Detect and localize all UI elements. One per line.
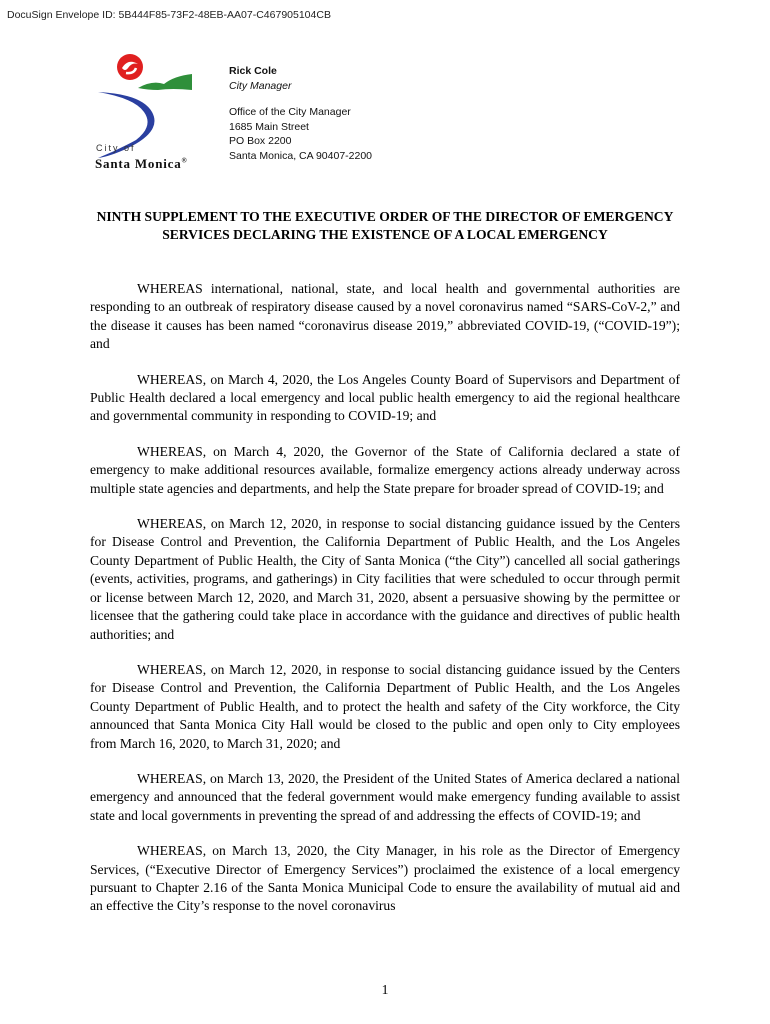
logo-city-name: Santa Monica®	[95, 156, 188, 171]
whereas-paragraph: WHEREAS, on March 4, 2020, the Governor of the State of California declared a state of emergency to make additional resources available, formalize emergency actions already underway across multiple state agencies and departments, and help the State prepare for broader spread of COVID-19; and	[90, 443, 680, 496]
manager-name: Rick Cole	[229, 65, 277, 77]
letterhead	[229, 64, 372, 163]
whereas-paragraph: WHEREAS, on March 12, 2020, in response to social distancing guidance issued by the Centers for Disease Control and Prevention, the California Department of Public Health, and the Los Angeles County Department of Public Health, and to protect the health and safety of the City workforce, the City announced that Santa Monica City Hall would be closed to the public and open only to City employees from March 16, 2020, to March 31, 2020; and	[90, 661, 680, 751]
document-body	[90, 280, 680, 933]
logo-hills-icon	[138, 74, 192, 90]
whereas-paragraph: WHEREAS, on March 13, 2020, the President of the United States of America declared a national emergency and announced that the federal government would make emergency funding available to assist state and local governments in preventing the spread of and addressing the effects of COVID-19; and	[90, 770, 680, 823]
whereas-paragraph: WHEREAS, on March 12, 2020, in response to social distancing guidance issued by the Centers for Disease Control and Prevention, the California Department of Public Health, and the Los Angeles County Department of Public Health, the City of Santa Monica (“the City”) cancelled all social gatherings (events, activities, programs, and gatherings) in City facilities that were scheduled to occur through permit or license between March 12, 2020, and March 31, 2020, absent a persuasive showing by the permittee or licensee that the gathering could take place in accordance with the guidance and directives of public health authorities; and	[90, 516, 680, 642]
city-state-zip: Santa Monica, CA 90407-2200	[229, 149, 373, 162]
po-box: PO Box 2200	[229, 135, 292, 147]
whereas-paragraph: WHEREAS, on March 4, 2020, the Los Angeles County Board of Supervisors and Department of Public Health declared a local emergency and local public health emergency to aid the regional healthcare and governmental community in responding to COVID-19; and	[90, 371, 680, 424]
docusign-envelope-id: DocuSign Envelope ID: 5B444F85-73F2-48EB-AA07-C467905104CB	[7, 9, 331, 21]
street-address: 1685 Main Street	[229, 120, 309, 133]
manager-role: City Manager	[229, 79, 292, 92]
document-title: NINTH SUPPLEMENT TO THE EXECUTIVE ORDER OF THE DIRECTOR OF EMERGENCY SERVICES DECLARING THE EXISTENCE OF A LOCAL EMERGENCY	[96, 209, 674, 242]
logo-sun-icon	[117, 54, 143, 80]
logo-city-of: City of	[96, 143, 136, 153]
page-number: 1	[381, 982, 389, 997]
whereas-paragraph: WHEREAS international, national, state, and local health and governmental authorities are responding to an outbreak of respiratory disease caused by a novel coronavirus named “SARS-CoV-2,” and the disease it causes has been named “coronavirus disease 2019,” abbreviated COVID-19, (“COVID-19”); and	[90, 281, 680, 352]
office-name: Office of the City Manager	[229, 106, 351, 118]
whereas-paragraph: WHEREAS, on March 13, 2020, the City Manager, in his role as the Director of Emergency Services, (“Executive Director of Emergency Services”) proclaimed the existence of a local emergency pursuant to Chapter 2.16 of the Santa Monica Municipal Code to ensure the availability of mutual aid and an effective the City’s response to the novel coronavirus	[90, 843, 680, 914]
